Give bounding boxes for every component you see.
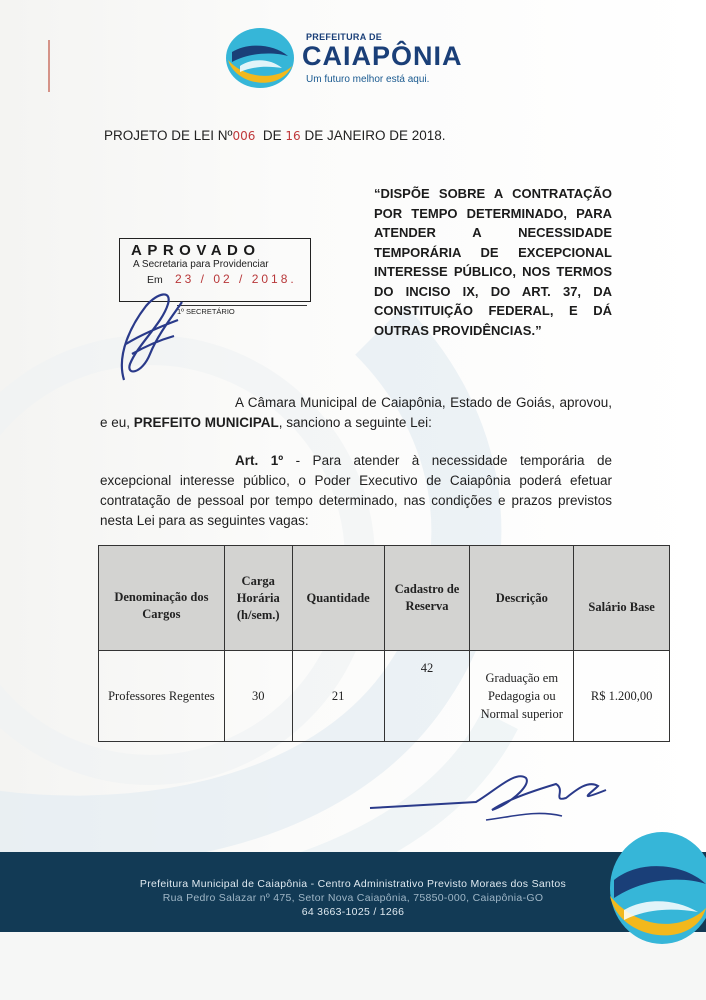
table-cell: 21 <box>292 651 384 742</box>
article-1-label: Art. 1º <box>235 453 284 468</box>
stamp-em-label: Em <box>147 274 163 286</box>
table-header-cell: Carga Horária (h/sem.) <box>224 546 292 651</box>
footer-logo-icon <box>604 826 706 950</box>
title-number: 006 <box>232 129 256 143</box>
stamp-secretary: 1º SECRETÁRIO <box>177 305 307 316</box>
table-header-row <box>99 546 670 651</box>
mayor-signature <box>366 760 616 840</box>
title-rest: DE JANEIRO DE 2018. <box>304 128 446 143</box>
enactment-text-b: , sanciono a seguinte Lei: <box>278 415 432 430</box>
table-header-cell: Cadastro de Reserva <box>384 546 470 651</box>
positions-table <box>98 545 670 742</box>
table-header-cell: Salário Base <box>574 546 670 651</box>
title-connector: DE <box>262 128 282 143</box>
footer-bar <box>0 852 706 932</box>
title-day: 16 <box>285 129 301 143</box>
article-1 <box>100 451 612 531</box>
table-cell: R$ 1.200,00 <box>574 651 670 742</box>
logo-name: CAIAPÔNIA <box>302 41 463 71</box>
enactment-paragraph <box>100 393 612 433</box>
enactment-bold: PREFEITO MUNICIPAL <box>133 415 279 430</box>
secretary-signature <box>112 284 192 384</box>
stamp-instruction: A Secretaria para Providenciar <box>133 259 269 270</box>
header-logo <box>222 26 492 90</box>
margin-pen-mark <box>48 40 50 92</box>
table-cell: 30 <box>224 651 292 742</box>
title-prefix: PROJETO DE LEI Nº <box>104 128 233 143</box>
article-1-text: - Para atender à necessidade temporária de excepcional interesse público, o Poder Executivo de Caiapônia poderá efetuar contratação de pessoal por tempo determinado, nas condições e prazos previstos nesta Lei para as seguintes vagas: <box>100 453 612 528</box>
logo-slogan: Um futuro melhor está aqui. <box>306 74 430 85</box>
caiaponia-logo-icon <box>222 26 298 90</box>
table-cell: 42 <box>384 651 470 742</box>
table-cell: Professores Regentes <box>99 651 225 742</box>
page-bottom-margin <box>0 932 706 1000</box>
enactment-text-a: A Câmara Municipal de Caiapônia, Estado de Goiás, aprovou, e eu, <box>100 395 612 430</box>
table-header-cell: Quantidade <box>292 546 384 651</box>
stamp-date: 23 / 02 / 2018. <box>175 272 297 286</box>
table-header-cell: Descrição <box>470 546 574 651</box>
footer-address-line-2: Rua Pedro Salazar nº 475, Setor Nova Caiapônia, 75850-000, Caiapônia-GO <box>162 892 544 904</box>
footer-phone: 64 3663-1025 / 1266 <box>301 906 405 918</box>
stamp-title: APROVADO <box>131 242 261 259</box>
project-title <box>104 128 446 143</box>
logo-prefix: PREFEITURA DE <box>306 32 383 42</box>
ementa: “DISPÕE SOBRE A CONTRATAÇÃO POR TEMPO DETERMINADO, PARA ATENDER A NECESSIDADE TEMPORÁRIA DE EXCEPCIONAL INTERESSE PÚBLICO, NOS TERMOS DO INCISO IX, DO ART. 37, DA CONSTITUIÇÃO FEDERAL, E DÁ OUTRAS PROVIDÊNCIAS.” <box>374 186 612 338</box>
table-header-cell: Denominação dos Cargos <box>99 546 225 651</box>
table-row <box>99 651 670 742</box>
footer-address-line-1: Prefeitura Municipal de Caiapônia - Centro Administrativo Previsto Moraes dos Santos <box>139 878 567 890</box>
table-cell: Graduação em Pedagogia ou Normal superior <box>470 651 574 742</box>
